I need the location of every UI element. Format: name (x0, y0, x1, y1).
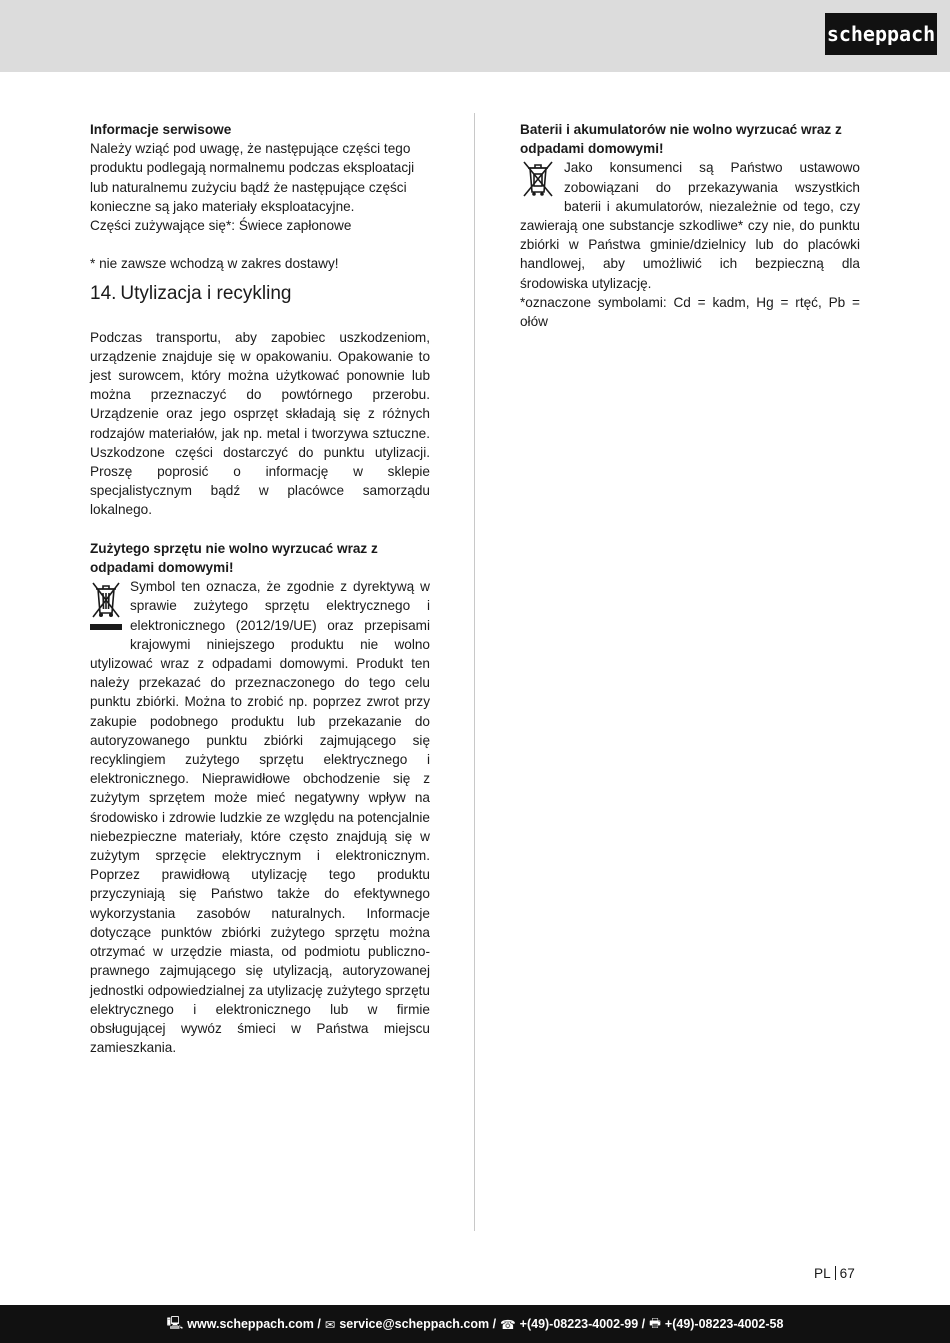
section-number: 14. (90, 282, 117, 304)
mail-icon: ✉ (324, 1317, 336, 1332)
battery-bin-icon (520, 160, 556, 205)
right-column (520, 120, 860, 331)
weee-bin-icon (90, 579, 122, 636)
footer-email[interactable]: service@scheppach.com / (339, 1317, 497, 1331)
computer-icon: 🖳 (166, 1315, 184, 1330)
footer-phone: +(49)-08223-4002-99 / (519, 1317, 646, 1331)
footer-fax: +(49)-08223-4002-58 (664, 1317, 784, 1331)
section-title: Utylizacja i recykling (120, 282, 292, 304)
service-info-text: Należy wziąć pod uwagę, że następujące części tego produktu podlegają normalnemu podczas eksploatacji lub naturalnemu zużyciu bądź że następujące części konieczne są jako materiały eksploatacyjne. (90, 141, 415, 214)
weee-text: Symbol ten oznacza, że zgodnie z dyrektywą w sprawie zużytego sprzętu elektrycznego i elektronicznego (2012/19/UE) oraz przepisami krajowymi niniejszego produktu nie wolno utylizować wraz z odpadami domowymi. Produkt ten należy przekazać do przeznaczonego do tego celu punktu zbiórki. Można to zrobić np. poprzez zwrot przy zakupie podobnego produktu lub przekazanie do autoryzowanego punktu zbiórki zajmującego się recyklingiem zużytego sprzętu elektrycznego i elektronicznego. Nieprawidłowe obchodzenie się z zużytym sprzętem może mieć negatywny wpływ na środowisko i zdrowie ludzkie ze względu na potencjalnie niebezpieczne materiały, które często znajdują się w zużytym sprzęcie elektrycznym i elektronicznym. Poprzez prawidłową utylizację tego produktu przyczyniają się Państwo także do efektywnego wykorzystania zasobów naturalnych. Informacje dotyczące punktów zbiórki zużytego sprzętu można otrzymać w urzędzie miasta, od podmiotu publiczno-prawnego zajmującego się utylizacją, autoryzowanej jednostki odpowiedzialnej za utylizację zużytego sprzętu elektrycznego i elektronicznego lub w firmie obsługującej wywóz śmieci w Państwa miejscu zamieszkania. (90, 579, 430, 1056)
service-info-title: Informacje serwisowe (90, 122, 232, 137)
page-language: PL (814, 1266, 831, 1281)
weee-title: Zużytego sprzętu nie wolno wyrzucać wraz z odpadami domowymi! (90, 540, 378, 576)
battery-note: *oznaczone symbolami: Cd = kadm, Hg = rtęć, Pb = ołów (520, 294, 860, 330)
phone-icon: ☎ (500, 1317, 516, 1332)
battery-title: Baterii i akumulatorów nie wolno wyrzucać wraz z odpadami domowymi! (520, 122, 842, 157)
left-column (90, 120, 430, 1057)
footer-website[interactable]: www.scheppach.com / (187, 1317, 321, 1331)
footer-bar (0, 1305, 950, 1343)
page-number (814, 1266, 855, 1281)
scheppach-logo: scheppach (825, 13, 937, 55)
column-divider (474, 113, 475, 1231)
battery-text: Jako konsumenci są Państwo ustawowo zobowiązani do przekazywania wszystkich baterii i akumulatorów, niezależnie od tego, czy zawierają one substancje szkodliwe* czy nie, do punktu zbiórki w Państwa gminie/dzielnicy lub do placówki handlowej, aby umożliwić ich bezpieczną dla środowiska utylizację. (520, 160, 860, 291)
footnote: * nie zawsze wchodzą w zakres dostawy! (90, 256, 339, 272)
recycling-text: Podczas transportu, aby zapobiec uszkodzeniom, urządzenie znajduje się w opakowaniu. Opakowanie to jest surowcem, który można użytkować ponownie lub można przeznaczyć do powtórnego przerobu. Urządzenie oraz jego osprzęt składają się z różnych rodzajów materiałów, jak np. metal i tworzywa sztuczne. Uszkodzone części dostarczyć do punktu utylizacji. Proszę poprosić o informację w sklepie specjalistycznym bądź w placówce samorządu lokalnego. (90, 329, 430, 518)
page-number-separator (835, 1266, 836, 1280)
section-heading (90, 282, 430, 306)
wear-parts-text: Części zużywające się*: Świece zapłonowe (90, 218, 352, 234)
page-number-value: 67 (839, 1266, 855, 1281)
fax-icon: 🖶 (649, 1315, 661, 1330)
header-bar (0, 0, 950, 72)
